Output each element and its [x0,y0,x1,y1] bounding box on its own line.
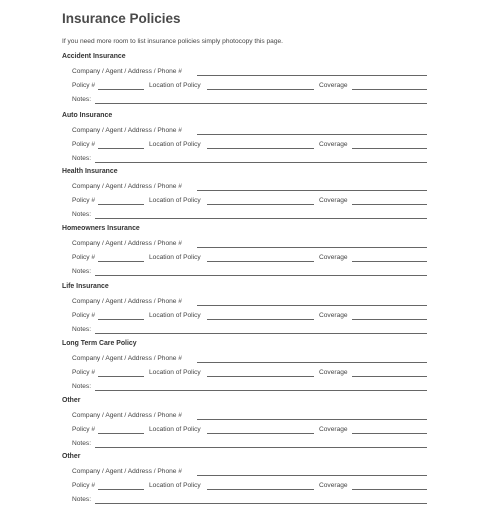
notes-row [0,495,488,505]
policy-label: Policy # [72,141,96,148]
location-line[interactable] [207,261,314,262]
company-row [0,467,488,477]
notes-row [0,267,488,277]
company-line[interactable] [197,475,427,476]
notes-row [0,325,488,335]
policy-label: Policy # [72,82,96,89]
coverage-line[interactable] [352,433,427,434]
policy-row [0,81,488,91]
company-label: Company / Agent / Address / Phone # [72,298,182,305]
company-row [0,239,488,249]
notes-line[interactable] [95,162,427,163]
notes-line[interactable] [95,390,427,391]
policy-line[interactable] [98,204,144,205]
coverage-line[interactable] [352,89,427,90]
coverage-label: Coverage [319,141,348,148]
policy-line[interactable] [98,433,144,434]
company-label: Company / Agent / Address / Phone # [72,127,182,134]
policy-label: Policy # [72,197,96,204]
policy-line[interactable] [98,261,144,262]
coverage-line[interactable] [352,319,427,320]
location-label: Location of Policy [149,369,201,376]
location-label: Location of Policy [149,197,201,204]
notes-row [0,210,488,220]
policy-section [0,283,488,343]
notes-label: Notes: [72,211,92,218]
location-label: Location of Policy [149,141,201,148]
policy-section [0,168,488,228]
location-label: Location of Policy [149,482,201,489]
section-title: Health Insurance [62,168,118,175]
notes-row [0,154,488,164]
section-title: Auto Insurance [62,112,113,119]
company-row [0,354,488,364]
policy-section [0,53,488,113]
policy-line[interactable] [98,319,144,320]
section-title: Long Term Care Policy [62,340,137,347]
coverage-label: Coverage [319,197,348,204]
policy-row [0,368,488,378]
policy-label: Policy # [72,426,96,433]
intro-text: If you need more room to list insurance policies simply photocopy this page. [62,38,284,45]
company-line[interactable] [197,419,427,420]
company-line[interactable] [197,134,427,135]
notes-label: Notes: [72,383,92,390]
location-line[interactable] [207,319,314,320]
notes-line[interactable] [95,275,427,276]
policy-section [0,453,488,513]
policy-line[interactable] [98,148,144,149]
policy-line[interactable] [98,489,144,490]
location-label: Location of Policy [149,254,201,261]
section-title: Accident Insurance [62,53,126,60]
company-label: Company / Agent / Address / Phone # [72,355,182,362]
company-line[interactable] [197,362,427,363]
policy-row [0,311,488,321]
location-line[interactable] [207,376,314,377]
policy-label: Policy # [72,369,96,376]
company-line[interactable] [197,305,427,306]
section-title: Life Insurance [62,283,109,290]
page-title: Insurance Policies [62,11,181,26]
notes-label: Notes: [72,268,92,275]
policy-section [0,112,488,172]
coverage-label: Coverage [319,254,348,261]
notes-row [0,95,488,105]
location-label: Location of Policy [149,312,201,319]
notes-label: Notes: [72,440,92,447]
location-line[interactable] [207,204,314,205]
section-title: Other [62,397,81,404]
section-title: Homeowners Insurance [62,225,140,232]
company-label: Company / Agent / Address / Phone # [72,412,182,419]
policy-label: Policy # [72,482,96,489]
location-line[interactable] [207,148,314,149]
policy-section [0,397,488,457]
coverage-line[interactable] [352,261,427,262]
policy-row [0,196,488,206]
notes-label: Notes: [72,496,92,503]
coverage-label: Coverage [319,482,348,489]
coverage-line[interactable] [352,148,427,149]
policy-row [0,481,488,491]
policy-row [0,425,488,435]
policy-row [0,253,488,263]
policy-label: Policy # [72,312,96,319]
coverage-label: Coverage [319,82,348,89]
company-row [0,182,488,192]
company-row [0,411,488,421]
notes-line[interactable] [95,447,427,448]
company-label: Company / Agent / Address / Phone # [72,240,182,247]
policy-row [0,140,488,150]
location-line[interactable] [207,89,314,90]
policy-label: Policy # [72,254,96,261]
policy-section [0,340,488,400]
coverage-label: Coverage [319,426,348,433]
location-label: Location of Policy [149,82,201,89]
company-row [0,297,488,307]
company-row [0,67,488,77]
coverage-label: Coverage [319,312,348,319]
coverage-label: Coverage [319,369,348,376]
location-line[interactable] [207,489,314,490]
coverage-line[interactable] [352,489,427,490]
company-line[interactable] [197,190,427,191]
notes-row [0,439,488,449]
notes-line[interactable] [95,333,427,334]
policy-section [0,225,488,285]
notes-row [0,382,488,392]
notes-label: Notes: [72,96,92,103]
location-label: Location of Policy [149,426,201,433]
notes-line[interactable] [95,218,427,219]
company-row [0,126,488,136]
location-line[interactable] [207,433,314,434]
coverage-line[interactable] [352,376,427,377]
section-title: Other [62,453,81,460]
policy-line[interactable] [98,89,144,90]
company-line[interactable] [197,247,427,248]
notes-label: Notes: [72,326,92,333]
coverage-line[interactable] [352,204,427,205]
company-label: Company / Agent / Address / Phone # [72,468,182,475]
company-label: Company / Agent / Address / Phone # [72,183,182,190]
company-line[interactable] [197,75,427,76]
company-label: Company / Agent / Address / Phone # [72,68,182,75]
notes-line[interactable] [95,503,427,504]
notes-label: Notes: [72,155,92,162]
notes-line[interactable] [95,103,427,104]
policy-line[interactable] [98,376,144,377]
